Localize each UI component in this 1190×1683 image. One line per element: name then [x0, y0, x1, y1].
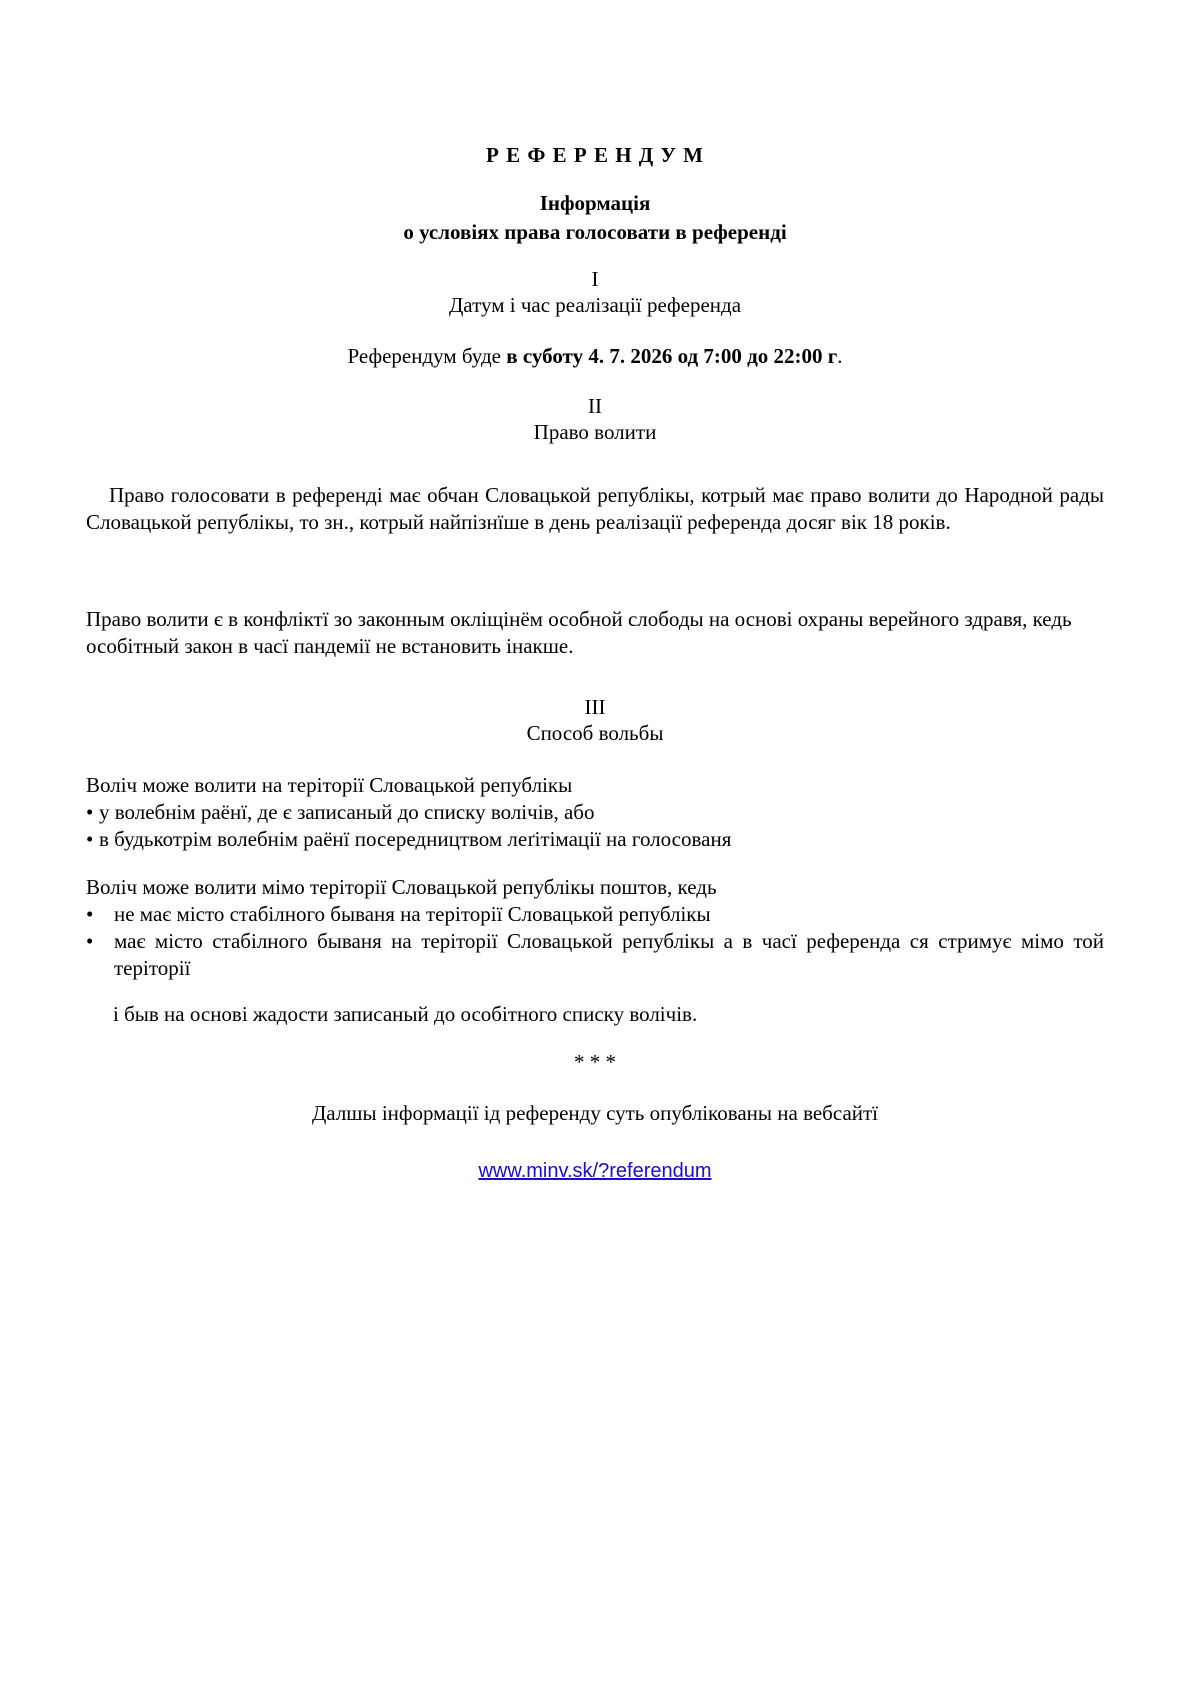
right-to-vote-paragraph: Право голосовати в референді має обчан Словацькой републікы, котрый має право волити до Народной рады Словацькой републікы, то зн., котрый найпізнїше в день реалізації референда досяг вік 18 років.: [86, 483, 1104, 534]
list-item-text: має місто стабілного бываня на теріторії Словацькой републікы а в часї референда ся стримує мімо той теріторії: [114, 929, 1104, 980]
domestic-voting-block: [86, 772, 1104, 853]
list-item-text: не має місто стабілного бываня на теріторії Словацькой републікы: [114, 902, 711, 926]
list-item: [86, 799, 1104, 826]
date-line-datetime: в суботу 4. 7. 2026 од 7:00 до 22:00 г: [506, 344, 838, 368]
date-line-suffix: .: [837, 344, 843, 368]
section-3-number: III: [584, 695, 606, 719]
list-item: [86, 928, 1104, 982]
date-line-prefix: Референдум буде: [347, 344, 507, 368]
section-1-number: I: [591, 267, 599, 291]
section-2-number: II: [588, 394, 602, 418]
bullet-icon: •: [86, 902, 94, 926]
abroad-voting-block: [86, 874, 1104, 982]
bullet-icon: •: [86, 827, 94, 851]
section-1-heading: Датум і час реалізації референда: [448, 293, 742, 317]
subtitle-line-2: о условіях права голосовати в референді: [403, 220, 787, 244]
bullet-icon: •: [86, 929, 94, 953]
referendum-date-line: [0, 343, 1190, 370]
website-link[interactable]: www.minv.sk/?referendum: [478, 1160, 712, 1182]
separator-asterisks: * * *: [574, 1050, 616, 1074]
section-3-heading: Способ вольбы: [526, 721, 664, 745]
section-2-heading: Право волити: [533, 420, 657, 444]
list-item: [86, 901, 1104, 928]
abroad-intro: Воліч може волити мімо теріторії Словацькой републікы поштов, кедь: [86, 875, 717, 899]
subtitle-line-1: Інформація: [539, 191, 651, 215]
voting-restriction-paragraph: Право волити є в конфліктї зо законным окліщінём особной слободы на основі охраны верейного здравя, кедь особітный закон в часї пандемії не встановить інакше.: [86, 607, 1072, 658]
special-list-note: і быв на основі жадости записаный до особітного списку волічів.: [113, 1002, 698, 1026]
more-info-text: Далшы інформації ід референду суть опублікованы на вебсайтї: [311, 1101, 879, 1125]
domestic-intro: Воліч може волити на теріторії Словацькой републікы: [86, 773, 573, 797]
bullet-icon: •: [86, 800, 94, 824]
list-item: [86, 826, 1104, 853]
list-item-text: у волебнім раёнї, де є записаный до списку волічів, або: [99, 800, 595, 824]
list-item-text: в будькотрім волебнім раёнї посередництвом леґітімації на голосованя: [99, 827, 732, 851]
document-title: Р Е Ф Е Р Е Н Д У М: [486, 143, 704, 167]
website-link-row: [0, 1157, 1190, 1185]
